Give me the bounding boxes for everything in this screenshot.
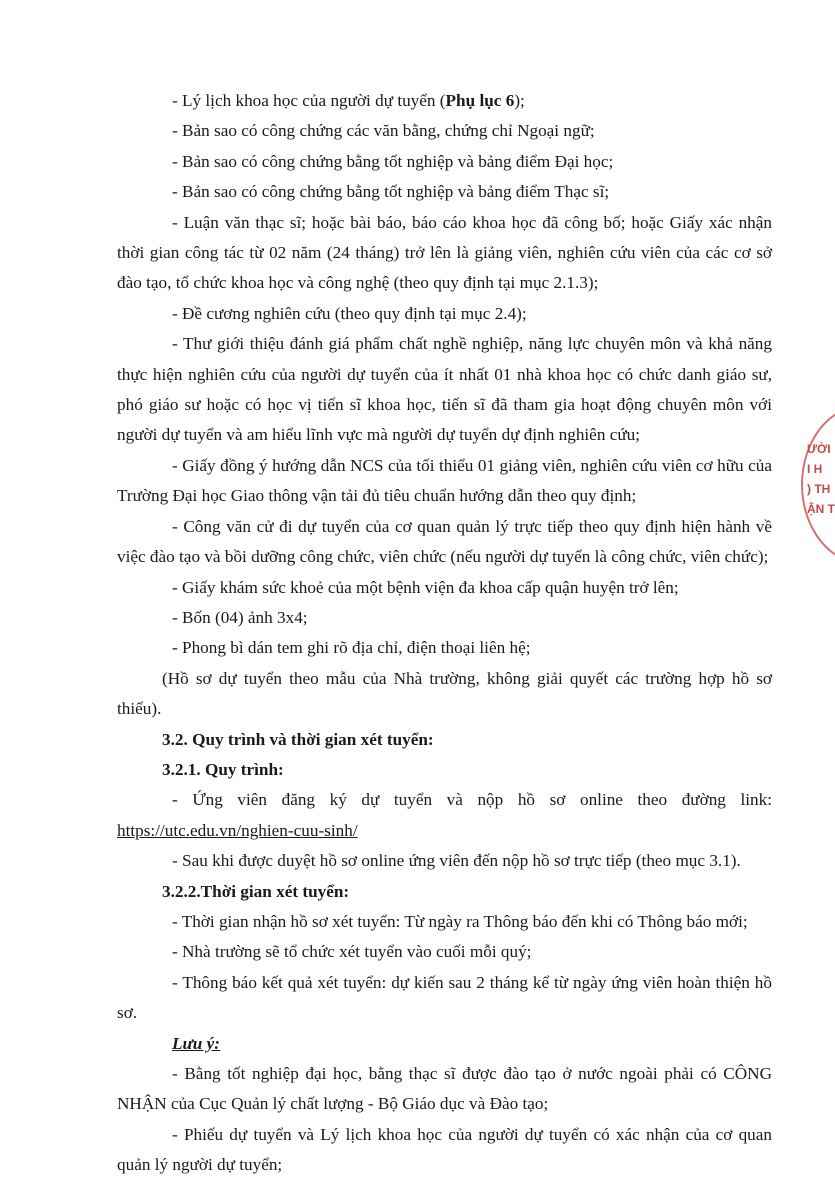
seal-text: ẬN T bbox=[807, 502, 835, 516]
list-item: - Giấy khám sức khoẻ của một bệnh viện đa khoa cấp quận huyện trở lên; bbox=[172, 577, 679, 597]
list-item: - Luận văn thạc sĩ; hoặc bài báo, báo cáo khoa học đã công bố; hoặc Giấy xác nhận thời gian công tác từ 02 năm (24 tháng) trở lên là giảng viên, nghiên cứu viên của các cơ sở đào tạo, tổ chức khoa học và công nghệ (theo quy định tại mục 2.1.3); bbox=[117, 212, 772, 293]
subsection-heading: 3.2.1. Quy trình: bbox=[162, 759, 284, 779]
list-item: - Lý lịch khoa học của người dự tuyển (Phụ lục 6); bbox=[172, 91, 525, 110]
document-body bbox=[117, 86, 772, 1181]
list-item: - Bốn (04) ảnh 3x4; bbox=[172, 607, 308, 627]
list-item: - Thư giới thiệu đánh giá phẩm chất nghề nghiệp, năng lực chuyên môn và khả năng thực hiện nghiên cứu của người dự tuyển của ít nhất 01 nhà khoa học có chức danh giáo sư, phó giáo sư hoặc có học vị tiến sĩ khoa học, tiến sĩ đã tham gia hoạt động chuyên môn với người dự tuyển và am hiểu lĩnh vực mà người dự tuyển dự định nghiên cứu; bbox=[117, 334, 772, 445]
list-item: - Thông báo kết quả xét tuyển: dự kiến sau 2 tháng kể từ ngày ứng viên hoàn thiện hồ sơ. bbox=[117, 972, 772, 1023]
subsection-heading: 3.2.2.Thời gian xét tuyển: bbox=[162, 881, 350, 901]
seal-text: ƯỜI bbox=[807, 442, 831, 456]
seal-stamp bbox=[801, 405, 835, 565]
list-item: - Đề cương nghiên cứu (theo quy định tại mục 2.4); bbox=[172, 303, 527, 323]
list-item: - Nhà trường sẽ tổ chức xét tuyển vào cuối mỗi quý; bbox=[172, 942, 532, 962]
list-item: - Bản sao có công chứng các văn bằng, chứng chỉ Ngoại ngữ; bbox=[172, 121, 595, 141]
list-item: - Bản sao có công chứng bằng tốt nghiệp và bảng điểm Thạc sĩ; bbox=[172, 182, 610, 202]
seal-text: ) TH bbox=[807, 482, 831, 496]
note-heading: Lưu ý: bbox=[172, 1033, 221, 1053]
list-item: - Phiếu dự tuyển và Lý lịch khoa học của người dự tuyển có xác nhận của cơ quan quản lý người dự tuyển; bbox=[117, 1124, 772, 1175]
list-item: - Bằng tốt nghiệp đại học, bằng thạc sĩ được đào tạo ở nước ngoài phải có CÔNG NHẬN của Cục Quản lý chất lượng - Bộ Giáo dục và Đào tạo; bbox=[117, 1064, 772, 1114]
registration-link[interactable]: https://utc.edu.vn/nghien-cuu-sinh/ bbox=[117, 820, 358, 840]
list-item: - Thời gian nhận hồ sơ xét tuyển: Từ ngày ra Thông báo đến khi có Thông báo mới; bbox=[172, 911, 748, 931]
section-heading: 3.2. Quy trình và thời gian xét tuyển: bbox=[162, 729, 434, 749]
list-item: - Giấy đồng ý hướng dẫn NCS của tối thiểu 01 giảng viên, nghiên cứu viên cơ hữu của Trường Đại học Giao thông vận tải đủ tiêu chuẩn hướng dẫn theo quy định; bbox=[117, 455, 772, 506]
note-paragraph: (Hồ sơ dự tuyển theo mẫu của Nhà trường, không giải quyết các trường hợp hồ sơ thiếu). bbox=[117, 668, 772, 719]
list-item: - Sau khi được duyệt hồ sơ online ứng viên đến nộp hồ sơ trực tiếp (theo mục 3.1). bbox=[172, 851, 741, 871]
list-item: - Bản sao có công chứng bằng tốt nghiệp và bảng điểm Đại học; bbox=[172, 151, 614, 171]
list-item: - Công văn cử đi dự tuyển của cơ quan quản lý trực tiếp theo quy định hiện hành về việc đào tạo và bồi dưỡng công chức, viên chức (nếu người dự tuyển là công chức, viên chức); bbox=[117, 516, 772, 567]
list-item: - Phong bì dán tem ghi rõ địa chỉ, điện thoại liên hệ; bbox=[172, 638, 531, 658]
list-item: - Ứng viên đăng ký dự tuyển và nộp hồ sơ online theo đường link: https://utc.edu.vn/nghien-cuu-sinh/ bbox=[117, 790, 772, 840]
seal-text: I H bbox=[807, 462, 823, 476]
